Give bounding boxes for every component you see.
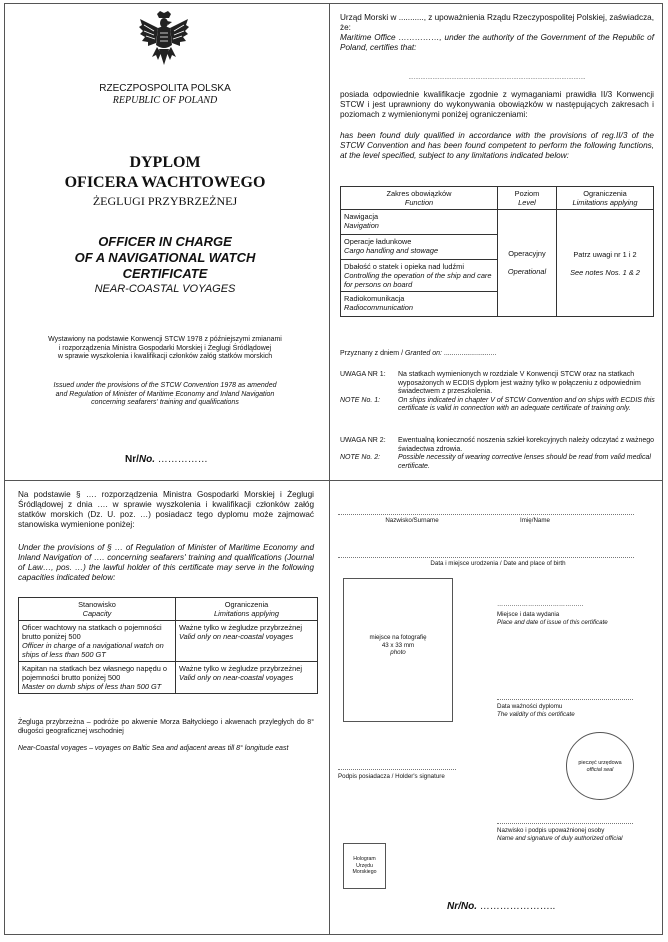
header-limitations bbox=[557, 187, 654, 210]
header-limitations-en: Limitations applying bbox=[214, 609, 279, 618]
seal-placeholder bbox=[567, 760, 633, 774]
function-cell bbox=[341, 210, 498, 235]
table-row bbox=[19, 662, 318, 694]
capacities-intro-pl: Na podstawie § …. rozporządzenia Ministra Gospodarki Morskiej i Żeglugi Śródlądowej z dnia …. w sprawie wyszkolenia i kwalifikacji członków załóg statków morskich (Dz. U. poz. …) posiadacz tego dyplomu może zajmować stanowiska wymienione poniżej: bbox=[18, 490, 314, 529]
issued-basis-en bbox=[15, 382, 315, 408]
function-pl: Nawigacja bbox=[344, 212, 379, 221]
birth-line bbox=[338, 557, 634, 558]
capacities-intro-en: Under the provisions of § … of Regulation of Minister of Maritime Economy and Inland Navigation of …. concerning seafarers' training and qualifications (Journal of Law…, pos. …) the lawful holder of this certificate may serve in the following capacities indicated below: bbox=[18, 543, 314, 582]
authority-intro-pl: Urząd Morski w ..........., z upoważnienia Rządu Rzeczypospolitej Polskiej, zaświadcza, że: bbox=[340, 13, 654, 32]
nr-label: Nr/ bbox=[125, 454, 139, 465]
qualification-text-pl: posiada odpowiednie kwalifikacje zgodnie z wymaganiami prawidła II/3 Konwencji STCW i jest uprawniony do wykonywania obowiązków w następujących zakresach i poziomach z wymienionymi poniżej ograniczeniami: bbox=[340, 90, 654, 119]
capacities-table bbox=[18, 597, 318, 694]
header-level bbox=[498, 187, 557, 210]
photo-label-2: 43 x 33 mm bbox=[381, 641, 415, 649]
title-en-line-2: OF A NAVIGATIONAL WATCH bbox=[74, 250, 256, 265]
note-2 bbox=[340, 437, 656, 471]
note2-label-pl: UWAGA NR 2: bbox=[340, 437, 386, 444]
issued-en-line-1: Issued under the provisions of the STCW Convention 1978 as amended bbox=[53, 382, 277, 389]
header-function-pl: Zakres obowiązków bbox=[386, 189, 452, 198]
hologram-placeholder bbox=[344, 856, 385, 876]
title-en-line-4: NEAR-COASTAL VOYAGES bbox=[94, 283, 236, 295]
surname-line bbox=[338, 514, 634, 515]
capacity-pl: Kapitan na statkach bez własnego napędu o pojemności brutto poniżej 500 bbox=[22, 664, 168, 682]
photo-label-3: photo bbox=[390, 649, 406, 657]
header-limitations-pl: Ograniczenia bbox=[583, 189, 627, 198]
holder-signature-line bbox=[338, 769, 456, 770]
birth-label: Data i miejsce urodzenia / Date and place of birth bbox=[430, 560, 566, 567]
capacity-cell bbox=[19, 662, 176, 694]
holder-name-line: ....................................................................................................... bbox=[408, 74, 586, 81]
level-pl: Operacyjny bbox=[508, 248, 546, 258]
function-cell bbox=[341, 292, 498, 317]
country-name-pl: RZECZPOSPOLITA POLSKA bbox=[99, 83, 231, 94]
official-signature bbox=[497, 827, 659, 842]
granted-value: ........................... bbox=[441, 350, 497, 357]
note1-label-pl: UWAGA NR 1: bbox=[340, 371, 386, 378]
issue-label-pl: Miejsce i data wydania bbox=[497, 611, 560, 618]
certificate-number-cover bbox=[125, 454, 315, 466]
hologram-label-2: Urzędu bbox=[356, 862, 373, 869]
title-pl-line-2: OFICERA WACHTOWEGO bbox=[64, 174, 266, 191]
header-capacity bbox=[19, 598, 176, 621]
near-coastal-definition-pl: Żegluga przybrzeżna – podróże po akwenie Morza Bałtyckiego i akwenach przyległych do 8° długości geograficznej wschodniej bbox=[18, 719, 314, 735]
surname-label: Nazwisko/Surname bbox=[385, 517, 439, 524]
limitation-en: Valid only on near-coastal voyages bbox=[179, 632, 294, 641]
issue-label-en: Place and date of issue of this certificate bbox=[497, 618, 608, 626]
header-level-pl: Poziom bbox=[514, 189, 540, 198]
hologram-box bbox=[343, 843, 386, 889]
issued-basis-pl bbox=[15, 336, 315, 362]
issued-pl-line-2: i rozporządzenia Ministra Gospodarki Morskiej i Żeglugi Śródlądowej bbox=[58, 344, 272, 352]
official-seal-circle bbox=[566, 732, 634, 800]
note1-text-en: On ships indicated in chapter V of STCW Convention and on ships with ECDIS this certificate is valid in connection with an adequate certificate of training only. bbox=[398, 396, 655, 413]
limitation-pl: Ważne tylko w żegludze przybrzeżnej bbox=[179, 664, 302, 673]
granted-on bbox=[340, 350, 654, 359]
capacity-pl: Oficer wachtowy na statkach o pojemności brutto poniżej 500 bbox=[22, 623, 162, 641]
level-en: Operational bbox=[507, 266, 547, 276]
official-label-en: Name and signature of duly authorized official bbox=[497, 834, 623, 842]
header-limitations bbox=[176, 598, 318, 621]
seal-label-pl: pieczęć urzędowa bbox=[578, 760, 622, 766]
note2-text-pl: Ewentualną konieczność noszenia szkieł korekcyjnych należy odczytać z ważnego świadectwa zdrowia. bbox=[398, 437, 655, 453]
function-en: Cargo handling and stowage bbox=[344, 246, 439, 255]
near-coastal-definition-en: Near-Coastal voyages – voyages on Baltic Sea and adjacent areas till 8° longitude east bbox=[18, 745, 289, 752]
function-cell bbox=[341, 235, 498, 260]
issued-en-line-3: concerning seafarers' training and qualifications bbox=[91, 399, 239, 407]
certificate-number-back bbox=[447, 901, 647, 913]
limitations-en: See notes Nos. 1 & 2 bbox=[570, 267, 640, 277]
header-capacity-en: Capacity bbox=[82, 609, 112, 618]
issued-en-line-2: and Regulation of Minister of Maritime Economy and Inland Navigation bbox=[55, 390, 275, 398]
function-cell bbox=[341, 260, 498, 292]
note2-text-en: Possible necessity of wearing corrective lenses should be read from valid medical certificate. bbox=[398, 454, 651, 470]
functions-table bbox=[340, 186, 654, 317]
issued-pl-line-1: Wystawiony na podstawie Konwencji STCW 1978 z późniejszymi zmianami bbox=[48, 336, 282, 343]
nr-value-back: ………………….. bbox=[477, 901, 556, 912]
nr-value: …………… bbox=[155, 454, 208, 465]
header-function bbox=[341, 187, 498, 210]
header-capacity-pl: Stanowisko bbox=[78, 600, 116, 609]
photo-label-1: miejsce na fotografię bbox=[369, 634, 427, 641]
nr-label-en: No. bbox=[138, 454, 156, 465]
limitation-en: Valid only on near-coastal voyages bbox=[179, 673, 294, 682]
limitation-pl: Ważne tylko w żegludze przybrzeżnej bbox=[179, 623, 302, 632]
official-label-pl: Nazwisko i podpis upoważnionej osoby bbox=[497, 827, 605, 834]
function-en: Radiocommunication bbox=[344, 303, 414, 312]
capacities-table-header bbox=[19, 598, 318, 621]
validity-label-en: The validity of this certificate bbox=[497, 710, 575, 718]
limitations-cell bbox=[557, 210, 654, 317]
table-row bbox=[341, 210, 654, 235]
validity-label-pl: Data ważności dyplomu bbox=[497, 703, 563, 710]
functions-table-header bbox=[341, 187, 654, 210]
table-row bbox=[19, 621, 318, 662]
photo-box bbox=[343, 578, 453, 722]
note1-text-pl: Na statkach wymienionych w rozdziale V Konwencji STCW oraz na statkach wyposażonych w ECDIS dyplom jest ważny tylko w połączeniu z odpowiednim świadectwem z przeszkolenia. bbox=[398, 371, 641, 396]
fold-line-horizontal bbox=[4, 480, 663, 481]
holder-signature-label: Podpis posiadacza / Holder's signature bbox=[338, 773, 445, 780]
function-en: Controlling the operation of the ship and care for persons on board bbox=[344, 271, 492, 289]
title-en-line-1: OFFICER IN CHARGE bbox=[98, 234, 232, 249]
capacity-cell bbox=[19, 621, 176, 662]
hologram-label-3: Morskiego bbox=[352, 869, 377, 876]
title-pl-line-3: ŻEGLUGI PRZYBRZEŻNEJ bbox=[92, 194, 238, 208]
seal-label-en: official seal bbox=[586, 767, 614, 773]
country-name-en: REPUBLIC OF POLAND bbox=[112, 95, 218, 106]
title-en-line-3: CERTIFICATE bbox=[122, 266, 208, 281]
function-pl: Dbałość o statek i opieka nad ludźmi bbox=[344, 262, 464, 271]
function-pl: Radiokomunikacja bbox=[344, 294, 405, 303]
limitations-pl: Patrz uwagi nr 1 i 2 bbox=[573, 249, 637, 259]
note-1 bbox=[340, 371, 656, 414]
capacity-en: Master on dumb ships of less than 500 GT bbox=[22, 682, 162, 691]
hologram-label-1: Hologram bbox=[353, 856, 376, 862]
title-pl-line-1: DYPLOM bbox=[129, 154, 201, 171]
header-level-en: Level bbox=[518, 198, 536, 207]
fold-line-vertical bbox=[329, 3, 330, 935]
validity-line bbox=[497, 699, 633, 700]
validity bbox=[497, 703, 657, 718]
limitation-cell bbox=[176, 662, 318, 694]
granted-label-en: Granted on: bbox=[404, 350, 442, 357]
function-pl: Operacje ładunkowe bbox=[344, 237, 412, 246]
photo-placeholder bbox=[344, 634, 452, 657]
capacity-en: Officer in charge of a navigational watch on ships of less than 500 GT bbox=[22, 641, 164, 659]
qualification-text-en: has been found duly qualified in accordance with the provisions of reg.II/3 of the STCW Convention and has been found competent to perform the following functions, at the level specified, subject to any limitations indicated below: bbox=[340, 131, 654, 160]
header-function-en: Function bbox=[404, 198, 434, 207]
function-en: Navigation bbox=[344, 221, 379, 230]
issue-dots: …………………………………… bbox=[497, 601, 584, 608]
limitation-cell bbox=[176, 621, 318, 662]
polish-eagle-emblem bbox=[138, 11, 190, 67]
level-cell bbox=[498, 210, 557, 317]
official-signature-line bbox=[497, 823, 633, 824]
note1-label-en: NOTE No. 1: bbox=[340, 396, 381, 404]
authority-intro-en: Maritime Office ……………, under the authority of the Government of the Republic of Poland, certifies that: bbox=[340, 33, 654, 52]
granted-label-pl: Przyznany z dniem / bbox=[340, 350, 405, 357]
nr-label-back: Nr/No. bbox=[447, 901, 477, 912]
note2-label-en: NOTE No. 2: bbox=[340, 454, 381, 462]
firstname-label: Imię/Name bbox=[520, 517, 550, 524]
issue-place-date bbox=[497, 611, 657, 626]
header-limitations-pl: Ograniczenia bbox=[224, 600, 269, 609]
issued-pl-line-3: w sprawie wyszkolenia i kwalifikacji członków załóg statków morskich bbox=[57, 353, 273, 361]
header-limitations-en: Limitations applying bbox=[572, 198, 638, 207]
